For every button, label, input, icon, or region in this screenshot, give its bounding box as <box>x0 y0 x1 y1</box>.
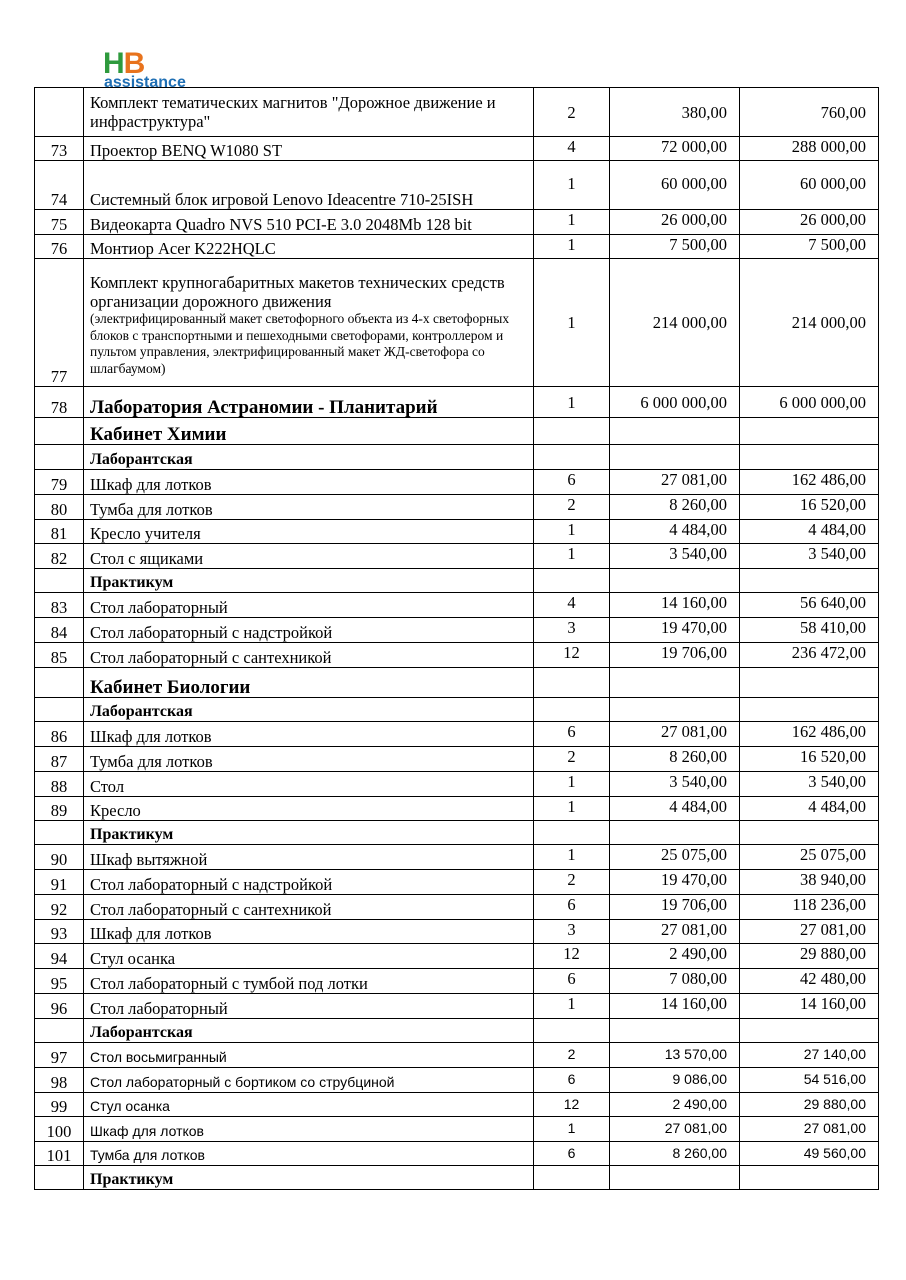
table-row <box>35 210 879 235</box>
row-number: 83 <box>35 593 84 618</box>
item-price: 19 470,00 <box>610 618 740 643</box>
logo-h: H <box>103 47 124 80</box>
table-row <box>35 569 879 593</box>
item-price: 25 075,00 <box>610 845 740 870</box>
item-name: Стол лабораторный с сантехникой <box>84 895 534 920</box>
row-number: 89 <box>35 797 84 821</box>
row-number: 75 <box>35 210 84 235</box>
logo-letters <box>103 47 145 80</box>
table-row <box>35 1142 879 1166</box>
item-total: 288 000,00 <box>740 137 879 161</box>
item-name: Стол лабораторный с сантехникой <box>84 643 534 668</box>
table-row <box>35 495 879 520</box>
item-name <box>84 259 534 387</box>
item-quantity: 6 <box>534 722 610 747</box>
item-total: 16 520,00 <box>740 495 879 520</box>
item-price: 19 706,00 <box>610 643 740 668</box>
row-number: 80 <box>35 495 84 520</box>
table-row <box>35 593 879 618</box>
item-price: 27 081,00 <box>610 920 740 944</box>
item-name-text: Комплект крупногабаритных макетов технических средств организации дорожного движения <box>90 273 505 311</box>
row-number-cell <box>35 445 84 470</box>
total-cell <box>740 668 879 698</box>
row-number: 84 <box>35 618 84 643</box>
item-total: 4 484,00 <box>740 797 879 821</box>
item-price: 380,00 <box>610 88 740 137</box>
item-quantity: 12 <box>534 1093 610 1117</box>
item-price: 19 706,00 <box>610 895 740 920</box>
section-heading: Кабинет Химии <box>84 418 534 445</box>
row-number: 74 <box>35 161 84 210</box>
total-cell <box>740 445 879 470</box>
item-price: 14 160,00 <box>610 593 740 618</box>
row-number: 99 <box>35 1093 84 1117</box>
item-quantity: 1 <box>534 994 610 1019</box>
item-quantity: 1 <box>534 797 610 821</box>
row-number: 100 <box>35 1117 84 1142</box>
item-name: Монтиор Acer K222HQLC <box>84 235 534 259</box>
row-number: 88 <box>35 772 84 797</box>
item-quantity: 2 <box>534 870 610 895</box>
item-quantity: 6 <box>534 895 610 920</box>
item-quantity: 12 <box>534 643 610 668</box>
item-quantity: 6 <box>534 1142 610 1166</box>
table-row <box>35 470 879 495</box>
row-number-cell <box>35 569 84 593</box>
item-name: Кресло <box>84 797 534 821</box>
price-cell <box>610 418 740 445</box>
item-name: Стол с ящиками <box>84 544 534 569</box>
qty-cell <box>534 821 610 845</box>
price-cell <box>610 821 740 845</box>
table-row <box>35 1166 879 1190</box>
table-row <box>35 161 879 210</box>
item-price: 7 500,00 <box>610 235 740 259</box>
row-number: 94 <box>35 944 84 969</box>
logo-b: B <box>123 47 145 80</box>
equipment-table <box>34 87 879 1190</box>
item-price: 19 470,00 <box>610 870 740 895</box>
item-quantity: 1 <box>534 210 610 235</box>
item-quantity: 3 <box>534 920 610 944</box>
price-cell <box>610 445 740 470</box>
item-total: 54 516,00 <box>740 1068 879 1093</box>
item-total: 14 160,00 <box>740 994 879 1019</box>
row-number: 91 <box>35 870 84 895</box>
item-quantity: 3 <box>534 618 610 643</box>
item-price: 6 000 000,00 <box>610 387 740 418</box>
item-price: 26 000,00 <box>610 210 740 235</box>
item-price: 27 081,00 <box>610 722 740 747</box>
item-price: 3 540,00 <box>610 544 740 569</box>
item-quantity: 4 <box>534 593 610 618</box>
item-quantity: 2 <box>534 747 610 772</box>
item-price: 60 000,00 <box>610 161 740 210</box>
table-row <box>35 643 879 668</box>
price-cell <box>610 668 740 698</box>
row-number: 101 <box>35 1142 84 1166</box>
item-total: 58 410,00 <box>740 618 879 643</box>
row-number: 79 <box>35 470 84 495</box>
row-number: 92 <box>35 895 84 920</box>
table-row <box>35 418 879 445</box>
row-number: 98 <box>35 1068 84 1093</box>
item-name: Системный блок игровой Lenovo Ideacentre 710-25ISH <box>84 161 534 210</box>
item-name: Шкаф вытяжной <box>84 845 534 870</box>
item-name: Тумба для лотков <box>84 1142 534 1166</box>
table-row <box>35 1093 879 1117</box>
qty-cell <box>534 418 610 445</box>
item-total: 29 880,00 <box>740 944 879 969</box>
table-row <box>35 1019 879 1043</box>
table-row <box>35 137 879 161</box>
subsection-heading: Практикум <box>84 1166 534 1190</box>
item-quantity: 1 <box>534 161 610 210</box>
table-row <box>35 895 879 920</box>
subsection-heading: Лаборантская <box>84 1019 534 1043</box>
item-quantity: 1 <box>534 259 610 387</box>
item-price: 72 000,00 <box>610 137 740 161</box>
item-price: 2 490,00 <box>610 944 740 969</box>
item-total: 214 000,00 <box>740 259 879 387</box>
item-name: Стол восьмигранный <box>84 1043 534 1068</box>
item-name: Шкаф для лотков <box>84 920 534 944</box>
item-name: Шкаф для лотков <box>84 722 534 747</box>
row-number: 78 <box>35 387 84 418</box>
item-price: 3 540,00 <box>610 772 740 797</box>
item-quantity: 2 <box>534 1043 610 1068</box>
company-logo <box>103 47 203 92</box>
item-name: Стол лабораторный <box>84 593 534 618</box>
item-quantity: 1 <box>534 845 610 870</box>
qty-cell <box>534 569 610 593</box>
item-total: 162 486,00 <box>740 722 879 747</box>
row-number: 86 <box>35 722 84 747</box>
item-total: 29 880,00 <box>740 1093 879 1117</box>
table-row <box>35 821 879 845</box>
price-cell <box>610 1166 740 1190</box>
item-total: 16 520,00 <box>740 747 879 772</box>
table-row <box>35 520 879 544</box>
item-total: 49 560,00 <box>740 1142 879 1166</box>
table-row <box>35 1117 879 1142</box>
subsection-heading: Лаборантская <box>84 445 534 470</box>
row-number: 76 <box>35 235 84 259</box>
qty-cell <box>534 668 610 698</box>
total-cell <box>740 1019 879 1043</box>
item-price: 2 490,00 <box>610 1093 740 1117</box>
item-total: 42 480,00 <box>740 969 879 994</box>
price-cell <box>610 569 740 593</box>
row-number-cell <box>35 698 84 722</box>
item-price: 27 081,00 <box>610 470 740 495</box>
item-quantity: 12 <box>534 944 610 969</box>
total-cell <box>740 698 879 722</box>
table-row <box>35 870 879 895</box>
item-price: 4 484,00 <box>610 520 740 544</box>
item-price: 8 260,00 <box>610 495 740 520</box>
item-total: 236 472,00 <box>740 643 879 668</box>
qty-cell <box>534 1019 610 1043</box>
item-total: 118 236,00 <box>740 895 879 920</box>
item-name: Стол лабораторный с тумбой под лотки <box>84 969 534 994</box>
item-name: Стул осанка <box>84 944 534 969</box>
item-name: Проектор BENQ W1080 ST <box>84 137 534 161</box>
table-row <box>35 668 879 698</box>
table-row <box>35 698 879 722</box>
item-total: 25 075,00 <box>740 845 879 870</box>
table-row <box>35 920 879 944</box>
item-name: Стол <box>84 772 534 797</box>
item-name: Стол лабораторный с надстройкой <box>84 618 534 643</box>
item-price: 214 000,00 <box>610 259 740 387</box>
item-total: 6 000 000,00 <box>740 387 879 418</box>
table-row <box>35 969 879 994</box>
item-name: Комплект тематических магнитов "Дорожное движение и инфраструктура" <box>84 88 534 137</box>
item-total: 162 486,00 <box>740 470 879 495</box>
table-row <box>35 747 879 772</box>
item-price: 14 160,00 <box>610 994 740 1019</box>
item-name: Стул осанка <box>84 1093 534 1117</box>
row-number: 73 <box>35 137 84 161</box>
item-name: Кресло учителя <box>84 520 534 544</box>
item-quantity: 1 <box>534 772 610 797</box>
row-number-cell <box>35 821 84 845</box>
row-number: 93 <box>35 920 84 944</box>
row-number <box>35 88 84 137</box>
item-price: 7 080,00 <box>610 969 740 994</box>
row-number: 85 <box>35 643 84 668</box>
item-name: Шкаф для лотков <box>84 1117 534 1142</box>
table-row <box>35 445 879 470</box>
item-price: 8 260,00 <box>610 747 740 772</box>
row-number-cell <box>35 1019 84 1043</box>
item-price: 4 484,00 <box>610 797 740 821</box>
item-name: Тумба для лотков <box>84 747 534 772</box>
logo-assistance: assistance <box>104 74 186 91</box>
item-total: 60 000,00 <box>740 161 879 210</box>
table-row <box>35 994 879 1019</box>
table-row <box>35 1068 879 1093</box>
table-row <box>35 387 879 418</box>
item-name: Шкаф для лотков <box>84 470 534 495</box>
row-number: 82 <box>35 544 84 569</box>
item-total: 27 140,00 <box>740 1043 879 1068</box>
item-name: Стол лабораторный с бортиком со струбциной <box>84 1068 534 1093</box>
item-quantity: 1 <box>534 544 610 569</box>
table-row <box>35 845 879 870</box>
total-cell <box>740 569 879 593</box>
table-row <box>35 618 879 643</box>
total-cell <box>740 418 879 445</box>
section-heading: Кабинет Биологии <box>84 668 534 698</box>
item-quantity: 2 <box>534 88 610 137</box>
qty-cell <box>534 1166 610 1190</box>
subsection-heading: Практикум <box>84 569 534 593</box>
row-number-cell <box>35 668 84 698</box>
item-quantity: 1 <box>534 1117 610 1142</box>
item-name: Стол лабораторный с надстройкой <box>84 870 534 895</box>
row-number: 81 <box>35 520 84 544</box>
row-number-cell <box>35 418 84 445</box>
table-row <box>35 88 879 137</box>
row-number: 97 <box>35 1043 84 1068</box>
row-number: 96 <box>35 994 84 1019</box>
item-total: 3 540,00 <box>740 544 879 569</box>
item-name: Стол лабораторный <box>84 994 534 1019</box>
price-cell <box>610 1019 740 1043</box>
qty-cell <box>534 698 610 722</box>
item-name: Видеокарта Quadro NVS 510 PCI-E 3.0 2048Mb 128 bit <box>84 210 534 235</box>
table-row <box>35 772 879 797</box>
table-row <box>35 259 879 387</box>
row-number: 77 <box>35 259 84 387</box>
subsection-heading: Практикум <box>84 821 534 845</box>
table-row <box>35 944 879 969</box>
item-total: 56 640,00 <box>740 593 879 618</box>
table-row <box>35 722 879 747</box>
item-price: 9 086,00 <box>610 1068 740 1093</box>
item-price: 8 260,00 <box>610 1142 740 1166</box>
item-total: 4 484,00 <box>740 520 879 544</box>
item-total: 7 500,00 <box>740 235 879 259</box>
item-quantity: 1 <box>534 235 610 259</box>
item-quantity: 1 <box>534 387 610 418</box>
item-price: 27 081,00 <box>610 1117 740 1142</box>
item-quantity: 1 <box>534 520 610 544</box>
item-total: 3 540,00 <box>740 772 879 797</box>
total-cell <box>740 821 879 845</box>
qty-cell <box>534 445 610 470</box>
subsection-heading: Лаборантская <box>84 698 534 722</box>
row-number-cell <box>35 1166 84 1190</box>
item-name: Лаборатория Астраномии - Планитарий <box>84 387 534 418</box>
item-quantity: 2 <box>534 495 610 520</box>
item-quantity: 6 <box>534 470 610 495</box>
item-price: 13 570,00 <box>610 1043 740 1068</box>
table-row <box>35 544 879 569</box>
item-quantity: 4 <box>534 137 610 161</box>
item-total: 760,00 <box>740 88 879 137</box>
row-number: 95 <box>35 969 84 994</box>
equipment-table-body <box>35 88 879 1190</box>
row-number: 87 <box>35 747 84 772</box>
table-row <box>35 235 879 259</box>
item-total: 38 940,00 <box>740 870 879 895</box>
total-cell <box>740 1166 879 1190</box>
item-quantity: 6 <box>534 1068 610 1093</box>
item-total: 26 000,00 <box>740 210 879 235</box>
item-quantity: 6 <box>534 969 610 994</box>
price-cell <box>610 698 740 722</box>
item-total: 27 081,00 <box>740 920 879 944</box>
item-name-note: (электрифицированный макет светофорного объекта из 4-х светофорных блоков с транспортными и пешеходными светофорами, контроллером и пультом управления, электрифицированный макет ЖД-светофора со шлагбаумом) <box>90 311 510 376</box>
item-total: 27 081,00 <box>740 1117 879 1142</box>
row-number: 90 <box>35 845 84 870</box>
table-row <box>35 1043 879 1068</box>
table-row <box>35 797 879 821</box>
item-name: Тумба для лотков <box>84 495 534 520</box>
